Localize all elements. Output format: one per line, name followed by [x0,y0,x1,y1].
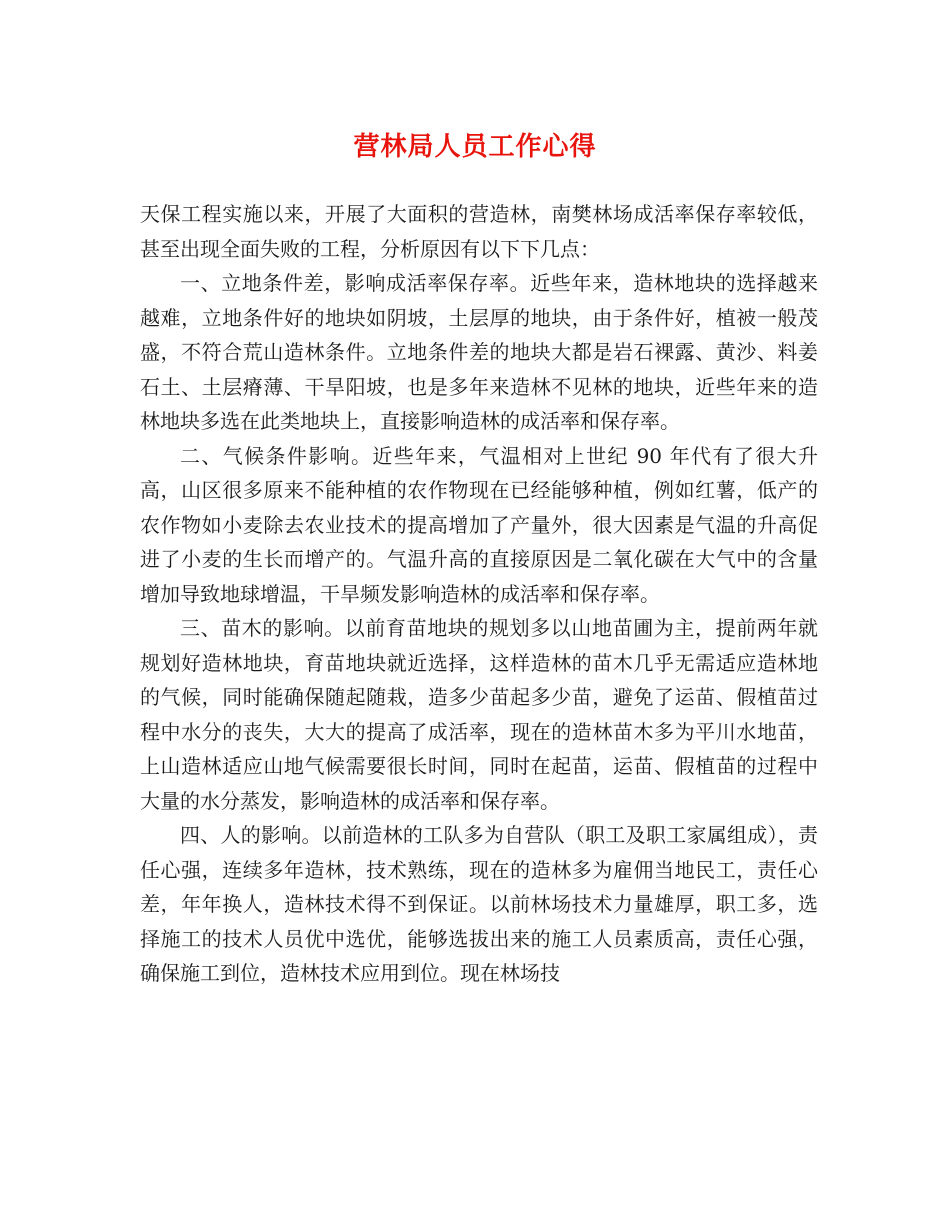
paragraph-climate: 二、气候条件影响。近些年来，气温相对上世纪 90 年代有了很大升高，山区很多原来不能种植的农作物现在已经能够种植，例如红薯，低产的农作物如小麦除去农业技术的提高增加了产量外，很大因素是气温的升高促进了小麦的生长而增产的。气温升高的直接原因是二氧化碳在大气中的含量增加导致地球增温，干旱频发影响造林的成活率和保存率。 [140,443,818,606]
paragraph-people: 四、人的影响。以前造林的工队多为自营队（职工及职工家属组成），责任心强，连续多年造林，技术熟练，现在的造林多为雇佣当地民工，责任心差，年年换人，造林技术得不到保证。以前林场技术力量雄厚，职工多，选择施工的技术人员优中选优，能够选拔出来的施工人员素质高，责任心强，确保施工到位，造林技术应用到位。现在林场技 [140,823,818,985]
document-body [140,197,818,991]
document-title: 营林局人员工作心得 [353,132,597,162]
paragraph-site-conditions: 一、立地条件差，影响成活率保存率。近些年来，造林地块的选择越来越难，立地条件好的地块如阴坡，土层厚的地块，由于条件好，植被一般茂盛，不符合荒山造林条件。立地条件差的地块大都是岩石裸露、黄沙、料姜石土、土层瘠薄、干旱阳坡，也是多年来造林不见林的地块，近些年来的造林地块多选在此类地块上，直接影响造林的成活率和保存率。 [140,271,818,433]
paragraph-intro: 天保工程实施以来，开展了大面积的营造林，南樊林场成活率保存率较低，甚至出现全面失败的工程，分析原因有以下下几点： [140,202,818,261]
paragraph-seedlings: 三、苗木的影响。以前育苗地块的规划多以山地苗圃为主，提前两年就规划好造林地块，育苗地块就近选择，这样造林的苗木几乎无需适应造林地的气候，同时能确保随起随栽，造多少苗起多少苗，避免了运苗、假植苗过程中水分的丧失，大大的提高了成活率，现在的造林苗木多为平川水地苗，上山造林适应山地气候需要很长时间，同时在起苗，运苗、假植苗的过程中大量的水分蒸发，影响造林的成活率和保存率。 [140,616,818,813]
